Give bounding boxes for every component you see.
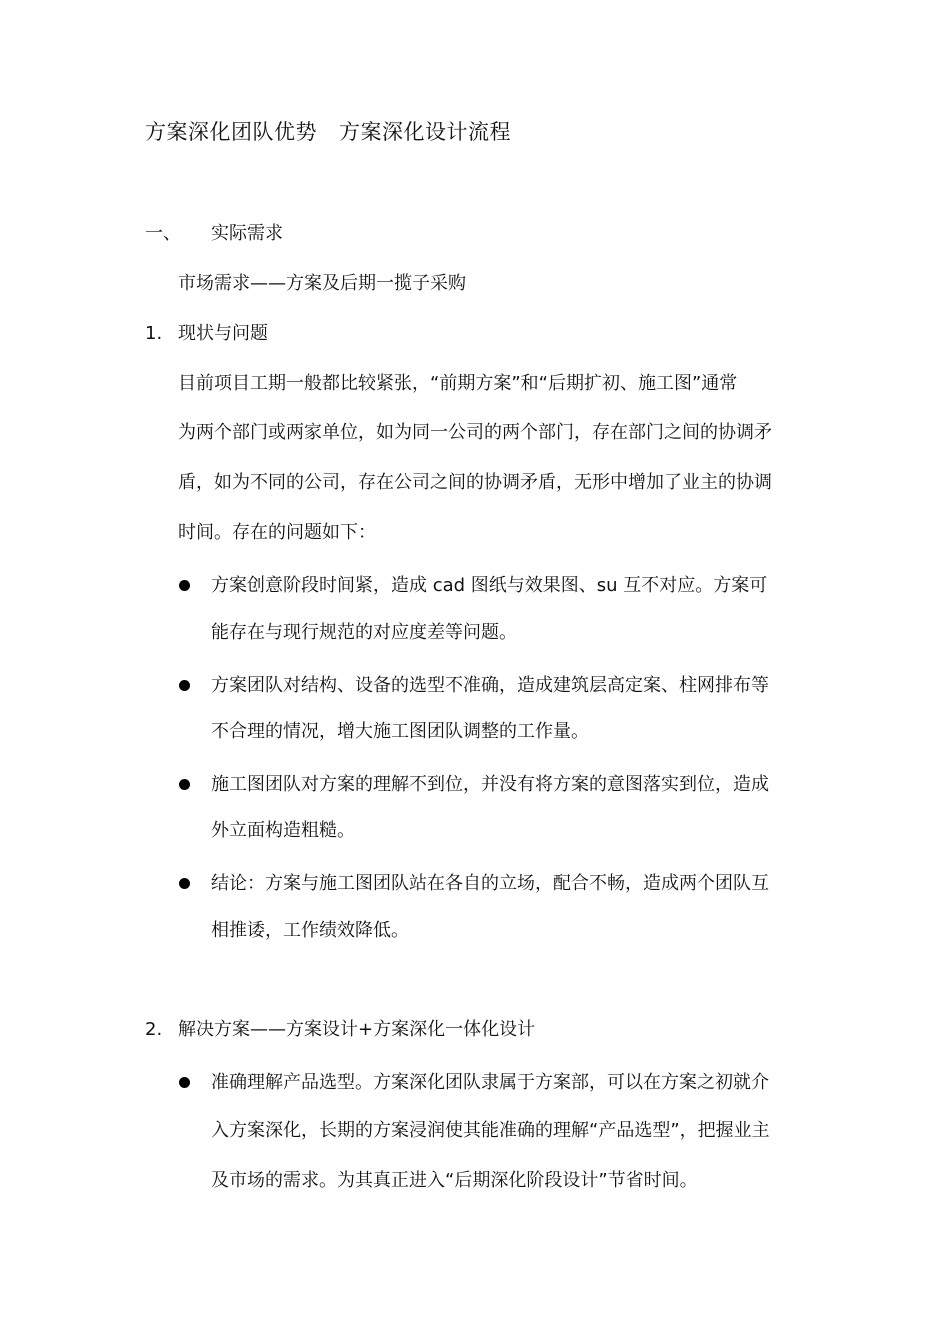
item-number: 2.: [145, 1019, 163, 1040]
title-part-b: 方案深化设计流程: [339, 120, 511, 144]
bullet-dot: [179, 779, 190, 790]
bullet-text-line: 结论：方案与施工图团队站在各自的立场，配合不畅，造成两个团队互: [211, 873, 769, 894]
bullet-text-line: 准确理解产品选型。方案深化团队隶属于方案部，可以在方案之初就介: [211, 1072, 769, 1093]
paragraph-line: 为两个部门或两家单位，如为同一公司的两个部门，存在部门之间的协调矛: [178, 422, 772, 443]
paragraph-line: 盾，如为不同的公司，存在公司之间的协调矛盾，无形中增加了业主的协调: [178, 472, 772, 493]
bullet-dot: [179, 878, 190, 889]
bullet-text-line: 入方案深化，长期的方案浸润使其能准确的理解“产品选型”，把握业主: [211, 1120, 770, 1141]
section-marker: 一、: [145, 223, 181, 244]
item-heading: 解决方案——方案设计+方案深化一体化设计: [178, 1019, 536, 1040]
market-demand-line: 市场需求——方案及后期一揽子采购: [178, 273, 466, 294]
bullet-text-line: 外立面构造粗糙。: [211, 820, 355, 841]
bullet-dot: [179, 1077, 190, 1088]
bullet-text-line: 相推诿，工作绩效降低。: [211, 920, 409, 941]
bullet-dot: [179, 580, 190, 591]
bullet-text-line: 方案创意阶段时间紧，造成 cad 图纸与效果图、su 互不对应。方案可: [211, 575, 768, 596]
paragraph-line: 目前项目工期一般都比较紧张，“前期方案”和“后期扩初、施工图”通常: [178, 373, 738, 394]
bullet-text-line: 方案团队对结构、设备的选型不准确，造成建筑层高定案、柱网排布等: [211, 675, 769, 696]
item-number: 1.: [145, 323, 163, 344]
document-title: [145, 116, 511, 146]
bullet-text-line: 及市场的需求。为其真正进入“后期深化阶段设计”节省时间。: [211, 1170, 698, 1191]
item-heading: 现状与问题: [178, 323, 268, 344]
title-part-a: 方案深化团队优势: [145, 120, 317, 144]
paragraph-line: 时间。存在的问题如下：: [178, 522, 376, 543]
bullet-text-line: 施工图团队对方案的理解不到位，并没有将方案的意图落实到位，造成: [211, 774, 769, 795]
bullet-dot: [179, 680, 190, 691]
section-heading: 实际需求: [211, 223, 283, 244]
bullet-text-line: 不合理的情况，增大施工图团队调整的工作量。: [211, 721, 589, 742]
bullet-text-line: 能存在与现行规范的对应度差等问题。: [211, 622, 517, 643]
